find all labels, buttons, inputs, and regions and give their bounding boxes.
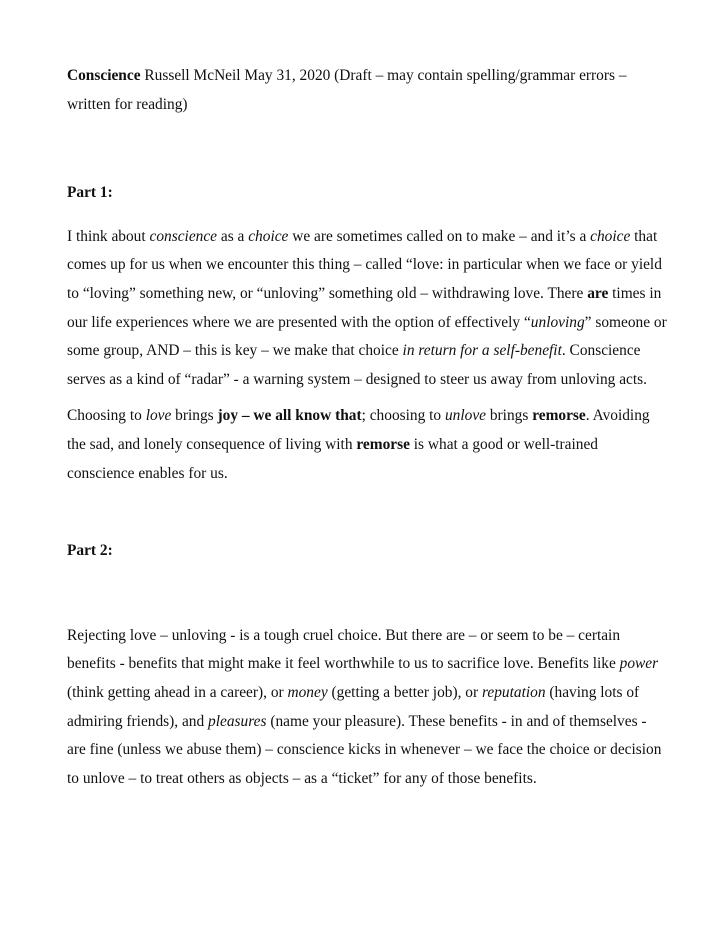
italic-run: unloving	[530, 313, 585, 331]
text-run: is what a good or well-trained conscience enables for us.	[67, 435, 598, 482]
text-run: (getting a better job), or	[327, 683, 482, 701]
italic-run: choice	[590, 227, 631, 245]
italic-run: money	[287, 683, 328, 701]
text-run: times in our life experiences where we are presented with the option of effectively “	[67, 284, 662, 331]
bold-run: remorse	[532, 407, 586, 425]
bold-run: joy – we all know that	[217, 407, 362, 425]
italic-run: conscience	[149, 227, 218, 245]
text-run: (having lots of admiring friends), and	[67, 683, 640, 730]
italic-run: pleasures	[208, 712, 267, 730]
document-byline: Russell McNeil May 31, 2020 (Draft – may contain spelling/grammar errors – written for reading)	[67, 67, 627, 113]
italic-run: reputation	[481, 683, 546, 701]
text-run: ” someone or some group, AND – this is key – we make that choice	[67, 313, 667, 360]
text-run: we are sometimes called on to make – and it’s a	[288, 227, 591, 245]
document-title: Conscience	[67, 67, 141, 84]
part-1-heading: Part 1:	[67, 184, 113, 202]
text-run: brings	[171, 407, 218, 425]
text-run: . Conscience serves as a kind of “radar” - a warning system – designed to steer us away from unloving acts.	[67, 342, 647, 388]
italic-run: unlove	[444, 407, 486, 425]
part-1-paragraph-1	[67, 223, 667, 395]
bold-run: remorse	[356, 435, 410, 453]
bold-run: are	[587, 284, 609, 302]
italic-run: in return for a self-benefit	[402, 342, 562, 360]
part-2-paragraph-1	[67, 622, 667, 794]
italic-run: love	[145, 407, 172, 425]
text-run: I think about	[67, 227, 150, 245]
text-run: (think getting ahead in a career), or	[67, 683, 288, 701]
text-run: that comes up for us when we encounter this thing – called “love: in particular when we face or yield to “loving” something new, or “unloving” something old – withdrawing love. There	[67, 227, 662, 302]
document-header	[67, 62, 667, 119]
text-run: . Avoiding the sad, and lonely consequence of living with	[67, 407, 650, 453]
part-1-paragraph-2	[67, 402, 667, 488]
document-page	[67, 62, 667, 801]
italic-run: power	[619, 655, 659, 673]
text-run: as a	[217, 227, 249, 245]
part-2-heading: Part 2:	[67, 542, 113, 560]
text-run: (name your pleasure). These benefits - in and of themselves - are fine (unless we abuse them) – conscience kicks in whenever – we face the choice or decision to unlove – to treat others as objects – as a “ticket” for any of those benefits.	[67, 712, 662, 787]
text-run: Choosing to	[67, 407, 146, 425]
italic-run: choice	[248, 227, 289, 245]
text-run: Rejecting love – unloving - is a tough cruel choice. But there are – or seem to be – certain benefits - benefits that might make it feel worthwhile to us to sacrifice love. Benefits like	[67, 626, 621, 673]
text-run: ; choosing to	[361, 407, 445, 425]
text-run: brings	[486, 407, 533, 425]
